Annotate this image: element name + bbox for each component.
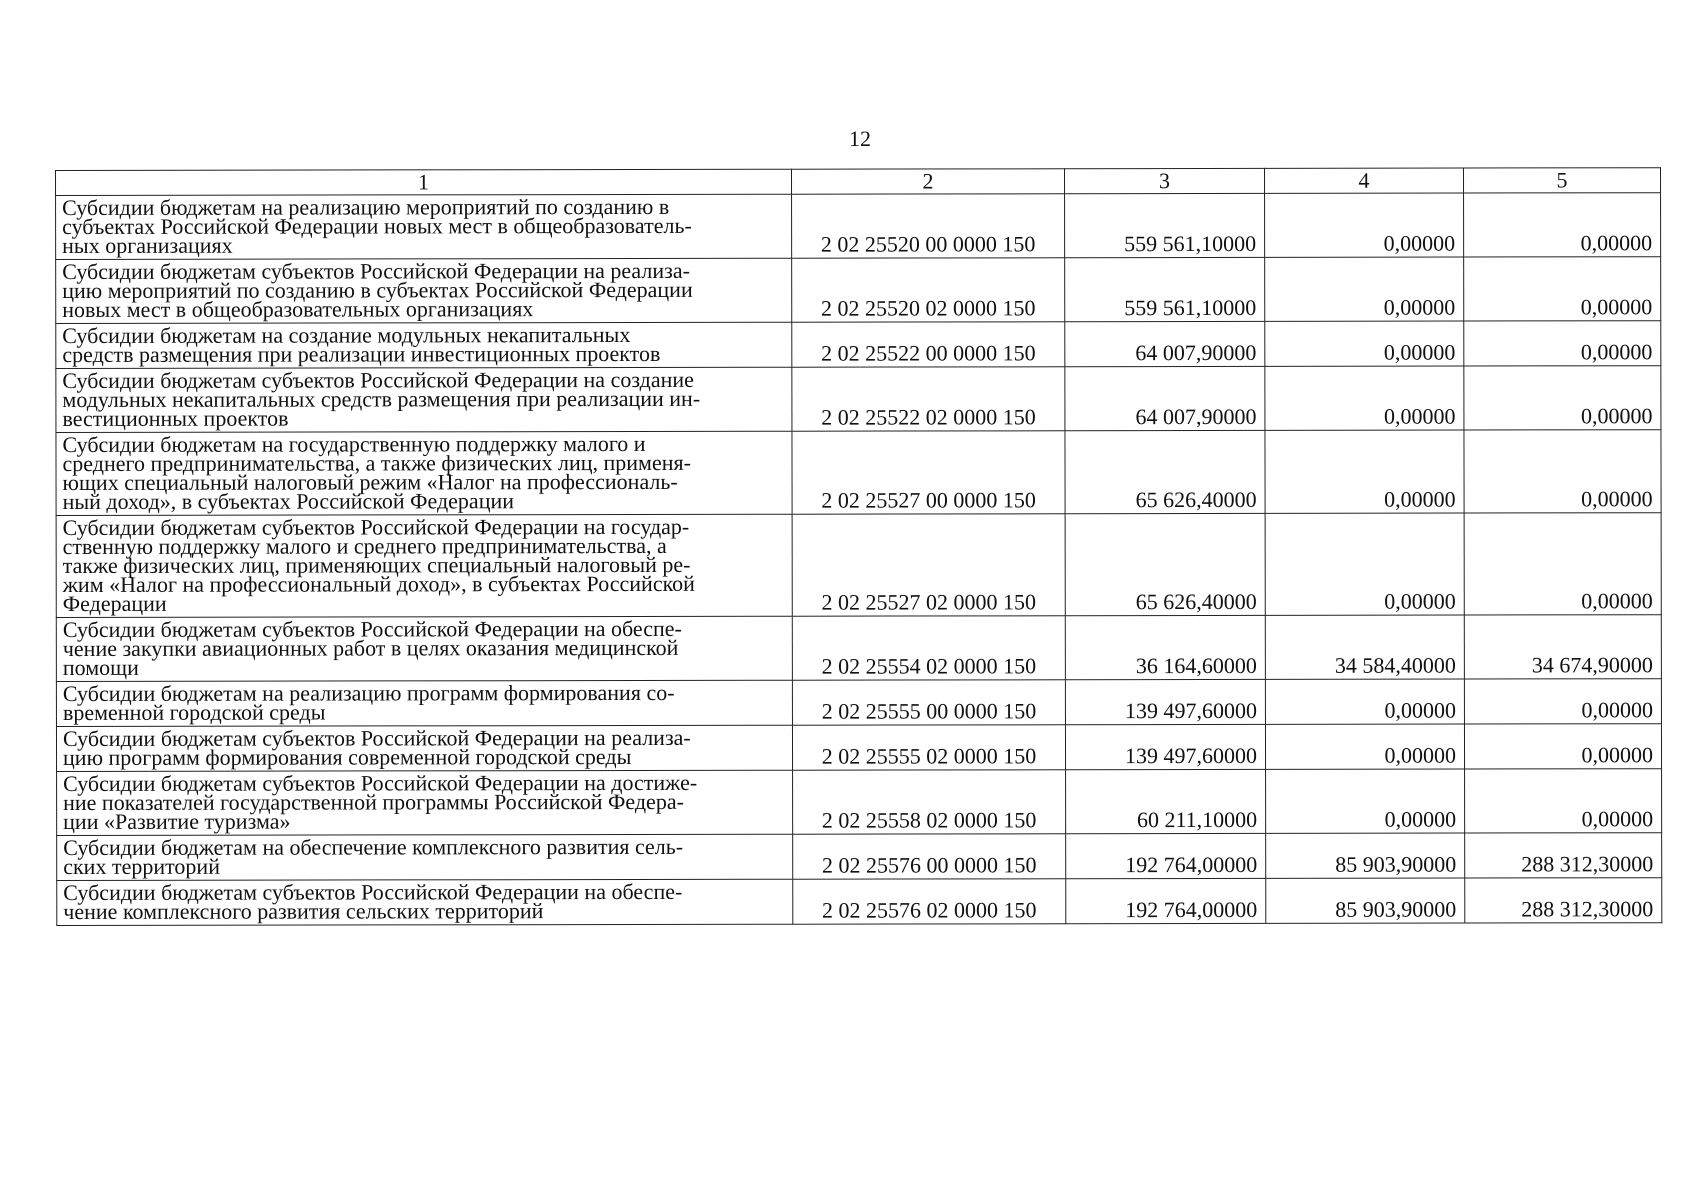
row-value-col5: 0,00000: [1464, 366, 1661, 430]
row-value-col4: 0,00000: [1265, 257, 1464, 321]
column-header-5: 5: [1463, 168, 1660, 193]
row-code: 2 02 25527 02 0000 150: [792, 514, 1065, 616]
table-row: [57, 833, 1662, 881]
row-code: 2 02 25520 00 0000 150: [792, 194, 1065, 258]
table-header-row: [56, 168, 1661, 196]
row-value-col5: 0,00000: [1464, 430, 1661, 513]
table-row: [56, 679, 1661, 727]
row-code: 2 02 25576 02 0000 150: [793, 879, 1066, 924]
row-value-col4: 0,00000: [1265, 513, 1464, 615]
row-code: 2 02 25555 00 0000 150: [792, 680, 1065, 725]
row-code: 2 02 25555 02 0000 150: [792, 725, 1065, 770]
row-description: [56, 616, 792, 681]
column-header-1: 1: [56, 169, 792, 195]
row-value-col3: 64 007,90000: [1065, 366, 1265, 430]
table-row: [56, 513, 1661, 618]
row-value-col4: 0,00000: [1265, 430, 1464, 513]
budget-table: [55, 167, 1662, 926]
row-description: [56, 322, 792, 368]
row-value-col5: 288 312,30000: [1465, 833, 1662, 878]
column-header-3: 3: [1064, 168, 1264, 193]
description-line: ющих специальный налоговый режим «Налог на профессиональ-: [62, 468, 678, 495]
row-value-col4: 0,00000: [1265, 724, 1464, 769]
row-value-col3: 139 497,60000: [1065, 724, 1265, 769]
row-value-col4: 0,00000: [1265, 366, 1464, 430]
row-value-col3: 64 007,90000: [1065, 321, 1265, 366]
description-line: ный доход», в субъектах Российской Федерации: [62, 488, 515, 514]
row-code: 2 02 25522 02 0000 150: [792, 367, 1065, 431]
description-line: Субсидии бюджетам субъектов Российской Федерации на обеспе-: [63, 878, 683, 905]
description-line: Субсидии бюджетам на реализацию программ формирования со-: [62, 679, 675, 706]
description-line: помощи: [62, 654, 139, 680]
row-value-col5: 0,00000: [1464, 513, 1661, 615]
row-description: [56, 680, 792, 726]
description-line: Субсидии бюджетам субъектов Российской Федерации на реализа-: [62, 724, 691, 751]
table-row: [56, 366, 1661, 433]
row-value-col4: 0,00000: [1266, 769, 1465, 833]
row-value-col5: 0,00000: [1464, 257, 1661, 321]
row-description: [56, 258, 792, 323]
table-row: [57, 769, 1662, 836]
description-line: вестиционных проектов: [62, 405, 289, 431]
row-value-col3: 139 497,60000: [1065, 679, 1265, 724]
description-line: Субсидии бюджетам субъектов Российской Федерации на реализа-: [62, 257, 690, 284]
row-description: [56, 431, 792, 515]
row-value-col4: 85 903,90000: [1266, 878, 1465, 923]
column-header-2: 2: [791, 169, 1064, 194]
description-line: Субсидии бюджетам на государственную поддержку малого и: [62, 430, 646, 457]
table-row: [57, 878, 1662, 926]
row-value-col4: 0,00000: [1265, 321, 1464, 366]
row-value-col5: 0,00000: [1464, 321, 1661, 366]
row-value-col5: 0,00000: [1465, 769, 1662, 833]
description-line: временной городской среды: [62, 699, 326, 725]
description-line: средств размещения при реализации инвестиционных проектов: [62, 340, 661, 367]
row-description: [57, 879, 793, 925]
description-line: ственную поддержку малого и среднего предпринимательства, а: [62, 532, 667, 559]
description-line: субъектах Российской Федерации новых мест в общеобразователь-: [62, 212, 692, 239]
row-description: [57, 834, 793, 880]
description-line: Субсидии бюджетам на обеспечение комплексного развития сель-: [63, 833, 684, 860]
row-value-col5: 34 674,90000: [1464, 615, 1661, 679]
description-line: Субсидии бюджетам субъектов Российской Федерации на создание: [62, 366, 694, 393]
description-line: также физических лиц, применяющих специальный налоговый ре-: [62, 551, 691, 578]
description-line: цию программ формирования современной городской среды: [63, 743, 632, 770]
description-line: Субсидии бюджетам субъектов Российской Федерации на государ-: [62, 513, 690, 540]
row-code: 2 02 25558 02 0000 150: [793, 770, 1066, 834]
row-description: [56, 367, 792, 432]
description-line: ных организациях: [62, 232, 233, 258]
row-value-col3: 65 626,40000: [1065, 430, 1265, 513]
description-line: жим «Налог на профессиональный доход», в субъектах Российской: [62, 570, 695, 597]
row-description: [57, 770, 793, 835]
row-description: [56, 514, 792, 617]
row-code: 2 02 25520 02 0000 150: [792, 258, 1065, 322]
description-line: ских территорий: [63, 853, 220, 879]
row-value-col5: 0,00000: [1464, 193, 1661, 257]
description-line: чение комплексного развития сельских территорий: [63, 898, 544, 924]
row-value-col5: 0,00000: [1464, 724, 1661, 769]
row-value-col3: 559 561,10000: [1065, 193, 1265, 257]
row-code: 2 02 25554 02 0000 150: [792, 616, 1065, 680]
description-line: Субсидии бюджетам субъектов Российской Федерации на обеспе-: [62, 615, 682, 642]
table-row: [56, 257, 1661, 324]
description-line: чение закупки авиационных работ в целях оказания медицинской: [62, 634, 679, 661]
description-line: модульных некапитальных средств размещения при реализации ин-: [62, 385, 701, 412]
row-value-col4: 0,00000: [1265, 193, 1464, 257]
row-value-col4: 34 584,40000: [1265, 615, 1464, 679]
row-value-col3: 60 211,10000: [1066, 769, 1266, 833]
row-value-col3: 36 164,60000: [1065, 615, 1265, 679]
table-row: [56, 321, 1661, 369]
table-row: [56, 724, 1661, 772]
description-line: среднего предпринимательства, а также физических лиц, применя-: [62, 449, 691, 476]
row-value-col3: 559 561,10000: [1065, 257, 1265, 321]
description-line: новых мест в общеобразовательных организациях: [62, 296, 534, 322]
row-code: 2 02 25576 00 0000 150: [793, 834, 1066, 879]
row-value-col4: 85 903,90000: [1266, 833, 1465, 878]
row-value-col5: 0,00000: [1464, 679, 1661, 724]
description-line: цию мероприятий по созданию в субъектах Российской Федерации: [62, 276, 693, 303]
row-description: [56, 194, 792, 259]
table-row: [56, 615, 1661, 682]
table-row: [56, 193, 1661, 260]
row-description: [56, 725, 792, 771]
table-row: [56, 430, 1661, 516]
row-value-col3: 192 764,00000: [1066, 878, 1266, 923]
table-body: [56, 193, 1662, 926]
description-line: ние показателей государственной программы Российской Федера-: [63, 788, 684, 815]
description-line: Субсидии бюджетам на создание модульных некапитальных: [62, 321, 631, 348]
description-line: Субсидии бюджетам на реализацию мероприятий по созданию в: [62, 193, 670, 220]
row-code: 2 02 25522 00 0000 150: [792, 322, 1065, 367]
description-line: Федерации: [62, 590, 167, 616]
row-value-col3: 192 764,00000: [1066, 833, 1266, 878]
description-line: ции «Развитие туризма»: [63, 808, 291, 834]
row-value-col3: 65 626,40000: [1065, 513, 1265, 615]
page-number: 12: [849, 126, 871, 151]
row-code: 2 02 25527 00 0000 150: [792, 431, 1065, 514]
description-line: Субсидии бюджетам субъектов Российской Федерации на достиже-: [63, 769, 698, 796]
column-header-4: 4: [1264, 168, 1463, 193]
row-value-col4: 0,00000: [1265, 679, 1464, 724]
row-value-col5: 288 312,30000: [1465, 878, 1662, 923]
